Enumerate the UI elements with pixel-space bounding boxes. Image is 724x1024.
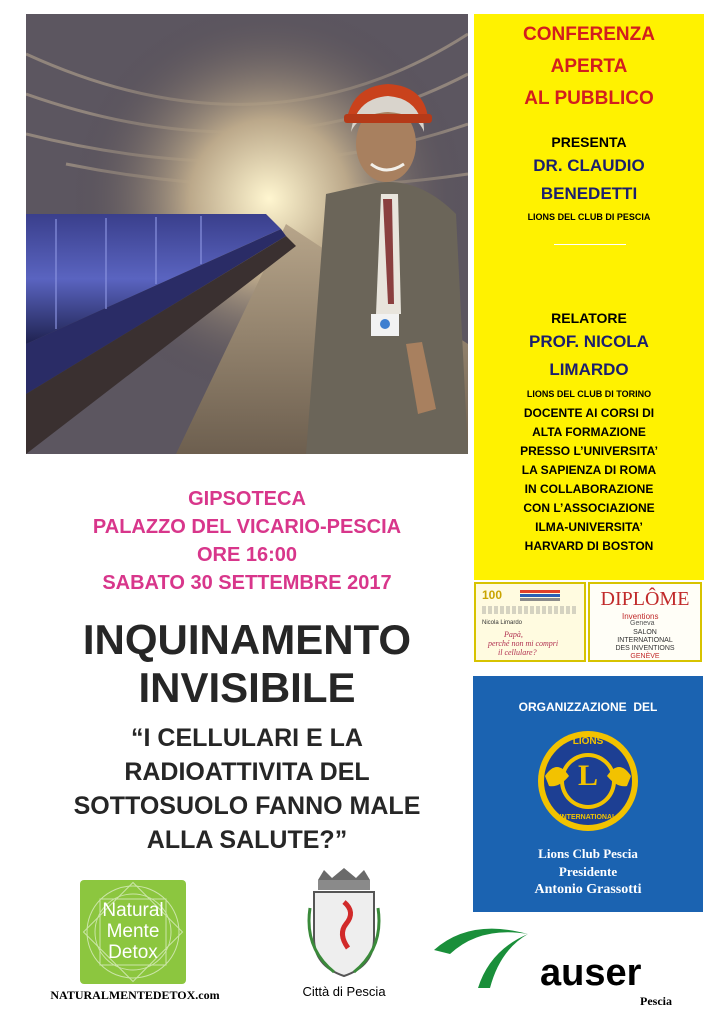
speaker-label: RELATORE (551, 310, 627, 326)
diploma-thumbnail (588, 582, 702, 662)
divider (554, 244, 626, 245)
speaker-name-line1: PROF. NICOLA (529, 332, 649, 351)
speaker-bio-line: LA SAPIENZA DI ROMA (521, 463, 657, 477)
venue-line1: GIPSOTECA (188, 488, 306, 510)
city-crest-icon (304, 868, 384, 980)
public-label: AL PUBBLICO (524, 88, 654, 109)
speaker-bio-line: IN COLLABORAZIONE (524, 482, 654, 496)
book-title-3: il cellulare? (498, 648, 537, 657)
book-award-thumbnail (474, 582, 586, 662)
president-role: Presidente (558, 864, 618, 879)
speaker-info-panel (474, 14, 704, 580)
naturalmente-detox-logo (80, 880, 186, 984)
speaker-bio-line: PRESSO L’UNIVERSITA’ (520, 444, 658, 458)
presents-label: PRESENTA (551, 134, 627, 150)
salon-name: SALON INTERNATIONAL DES INVENTIONS GENÈVE (615, 629, 675, 660)
hero-photo (26, 14, 468, 454)
presenter-name-line1: DR. CLAUDIO (533, 156, 645, 175)
auser-wordmark: auser (540, 952, 642, 994)
detox-word-1: Natural (102, 900, 164, 921)
organizer-heading: ORGANIZZAZIONE DEL (518, 700, 658, 714)
venue-line2: PALAZZO DEL VICARIO-PESCIA (92, 516, 402, 538)
logo-stripes (520, 590, 560, 602)
geneva-brand: Geneva (630, 620, 655, 627)
book-title-2: perché non mi compri (488, 639, 559, 648)
emblem-top-text: LIONS (572, 736, 604, 747)
president-name: Antonio Grassotti (534, 882, 642, 897)
website-text: NATURALMENTEDETOX.com (50, 988, 220, 1002)
organizer-panel (473, 676, 703, 912)
detox-word-2: Mente (106, 921, 160, 942)
event-time: ORE 16:00 (196, 544, 298, 566)
book-title-1: Papà, (504, 630, 523, 639)
book-author: Nicola Limardo (482, 620, 523, 626)
speaker-name-line2: LIMARDO (549, 360, 629, 379)
emblem-bottom-text: INTERNATIONAL (559, 814, 617, 821)
club-name: Lions Club Pescia (538, 846, 638, 861)
inventions-brand: Inventions (622, 612, 659, 621)
speaker-club: LIONS DEL CLUB DI TORINO (526, 389, 652, 399)
presenter-club: LIONS DEL CLUB DI PESCIA (527, 212, 651, 222)
presenter-name-line2: BENEDETTI (540, 184, 638, 203)
diploma-title: DIPLÔME (600, 588, 690, 610)
headline-line2: INVISIBILE (138, 664, 356, 711)
event-date: SABATO 30 SETTEMBRE 2017 (102, 572, 392, 594)
speaker-bio-line: HARVARD DI BOSTON (524, 539, 654, 553)
city-name: Città di Pescia (302, 984, 386, 999)
subtitle-line: SOTTOSUOLO FANNO MALE (73, 792, 421, 820)
open-label: APERTA (550, 56, 628, 77)
subtitle-line: ALLA SALUTE?” (146, 826, 348, 854)
speaker-bio-line: CON L’ASSOCIAZIONE (523, 501, 655, 515)
subtitle-line: “I CELLULARI E LA (131, 724, 363, 752)
emblem-letter: L (577, 759, 598, 792)
speaker-bio-line: ALTA FORMAZIONE (532, 425, 646, 439)
tunnel-photo-illustration (26, 14, 468, 454)
fine-print (482, 606, 578, 614)
conference-label: CONFERENZA (523, 24, 655, 45)
speaker-bio-line: DOCENTE AI CORSI DI (523, 406, 655, 420)
centenary-number: 100 (482, 588, 503, 602)
auser-swoosh-icon (430, 920, 540, 990)
detox-word-3: Detox (108, 942, 158, 963)
subtitle-line: RADIOATTIVITA DEL (124, 758, 370, 786)
headline-line1: INQUINAMENTO (82, 616, 412, 663)
speaker-bio-line: ILMA-UNIVERSITA’ (535, 520, 643, 534)
auser-city: Pescia (640, 994, 672, 1008)
